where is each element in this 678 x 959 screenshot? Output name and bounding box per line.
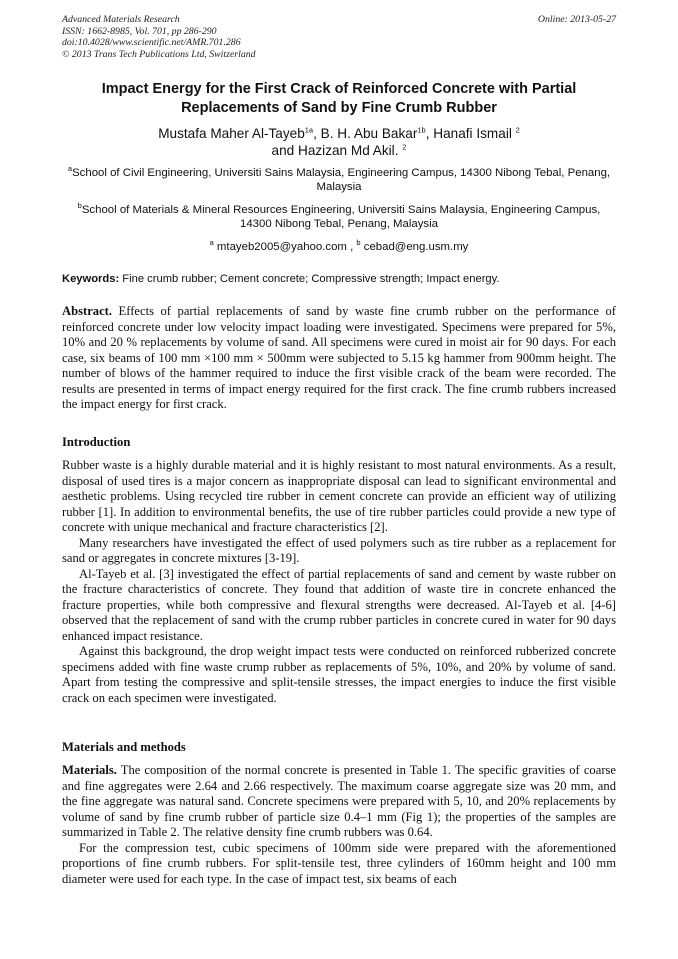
abstract-text: Effects of partial replacements of sand by waste fine crumb rubber on the performance of reinforced concrete under low velocity impact loading were investigated. Specimens were prepared for 5%, 10% and 20 % replacements by volume of sand. All specimens were cured in moist air for 90 days. For each case, six beams of 100 mm ×100 mm × 500mm were subjected to 5.15 kg hammer from 900mm height. The number of blows of the hammer required to induce the first visible crack of the beam were recorded. The results are presented in terms of impact energy required for the first crack. The fine crumb rubbers increased the impact energy for first crack. — [62, 304, 616, 411]
affiliation-a — [62, 166, 616, 195]
journal-name: Advanced Materials Research — [62, 14, 180, 25]
author-affiliation-mark: 2 — [515, 125, 520, 135]
email-link[interactable]: mtayeb2005@yahoo.com , — [213, 241, 357, 253]
keywords — [62, 272, 616, 286]
affiliation-mark: b — [77, 201, 82, 211]
section-heading-materials-methods: Materials and methods — [62, 740, 186, 754]
affiliation-text: School of Civil Engineering, Universiti Sains Malaysia, Engineering Campus, 14300 Nibong Tebal, Penang, Malaysia — [72, 167, 611, 194]
paragraph: Many researchers have investigated the effect of used polymers such as tire rubber as a replacement for sand or aggregates in concrete mixtures [3-19]. — [62, 535, 616, 565]
author-affiliation-mark: 1b — [417, 125, 426, 135]
journal-doi: doi:10.4028/www.scientific.net/AMR.701.286 — [62, 37, 241, 49]
online-date: Online: 2013-05-27 — [537, 14, 616, 25]
author-name: and Hazizan Md Akil. — [271, 143, 403, 158]
affiliation-mark: a — [67, 164, 73, 174]
introduction-body — [62, 458, 616, 706]
author-name: Mustafa Maher Al-Tayeb — [158, 126, 305, 141]
paragraph: Al-Tayeb et al. [3] investigated the effect of partial replacements of sand and cement by waste rubber on the fracture characteristics of concrete. They found that addition of waste tire in concrete enhanced the fracture properties, while both compressive and flexural strengths were decreased. Al-Tayeb et al. [4-6] observed that the replacement of sand with the crump rubber particles in concrete cured in water for 90 days enhanced impact resistance. — [62, 566, 616, 643]
email-mark: b — [356, 238, 361, 248]
paragraph: The composition of the normal concrete is presented in Table 1. The specific gravities of coarse and fine aggregates were 2.64 and 2.66 respectively. The maximum coarse aggregate size was 20 mm, and the fine aggregate was natural sand. Concrete specimens were prepared with 5, 10, and 20% replacements by volume of sand by fine crumb rubber of particle size 0.4–1 mm (Fig 1); the properties of the samples are summarized in Table 2. The relative density fine crumb rubbers was 0.64. — [62, 763, 616, 839]
affiliation-b — [62, 203, 616, 232]
abstract-label: Abstract. — [62, 304, 113, 318]
email-mark: a — [209, 238, 214, 248]
paragraph: For the compression test, cubic specimens of 100mm side were prepared with the aforementioned proportions of fine crumb rubbers. For split-tensile test, three cylinders of 160mm height and 100 mm diameter were used for each type. In the case of impact test, six beams of each — [62, 840, 616, 886]
journal-issn: ISSN: 1662-8985, Vol. 701, pp 286-290 — [62, 25, 217, 37]
email-link[interactable]: cebad@eng.usm.my — [360, 241, 469, 253]
methods-body — [62, 763, 616, 887]
keywords-label: Keywords: — [62, 273, 120, 285]
materials-label: Materials. — [62, 763, 117, 777]
keywords-text: Fine crumb rubber; Cement concrete; Compressive strength; Impact energy. — [119, 273, 500, 285]
author-affiliation-mark: 2 — [402, 142, 407, 152]
paragraph: Against this background, the drop weight impact tests were conducted on reinforced rubberized concrete specimens added with fine waste crump rubber as replacements of 5%, 10%, and 20% by volume of sand. Apart from testing the compressive and split-tensile stresses, the impact energies to induce the first visible crack on each specimen were investigated. — [62, 644, 616, 705]
abstract — [62, 304, 616, 413]
journal-header — [62, 14, 616, 60]
author-emails — [62, 240, 616, 254]
section-heading-introduction: Introduction — [62, 435, 131, 449]
author-name: , B. H. Abu Bakar — [313, 126, 418, 141]
paragraph: Rubber waste is a highly durable material and it is highly resistant to most natural environments. As a result, disposal of used tires is a major concern as inappropriate disposal can lead to significant environmental and aesthetic problems. Using recycled tire rubber in cement concrete can provide an efficient way of utilizing rubber [1]. In addition to environmental benefits, the use of tire rubber particles could provide a new type of concrete with unique mechanical and fracture characteristics [2]. — [62, 458, 616, 534]
author-affiliation-mark: 1a — [304, 125, 314, 135]
author-name: , Hanafi Ismail — [425, 126, 516, 141]
affiliation-text: School of Materials & Mineral Resources Engineering, Universiti Sains Malaysia, Engineering Campus, 14300 Nibong Tebal, Penang, Malaysia — [81, 204, 601, 231]
author-list — [62, 125, 616, 159]
paper-title: Impact Energy for the First Crack of Reinforced Concrete with Partial Replacements of Sand by Fine Crumb Rubber — [101, 81, 577, 116]
journal-copyright: © 2013 Trans Tech Publications Ltd, Switzerland — [62, 48, 256, 60]
